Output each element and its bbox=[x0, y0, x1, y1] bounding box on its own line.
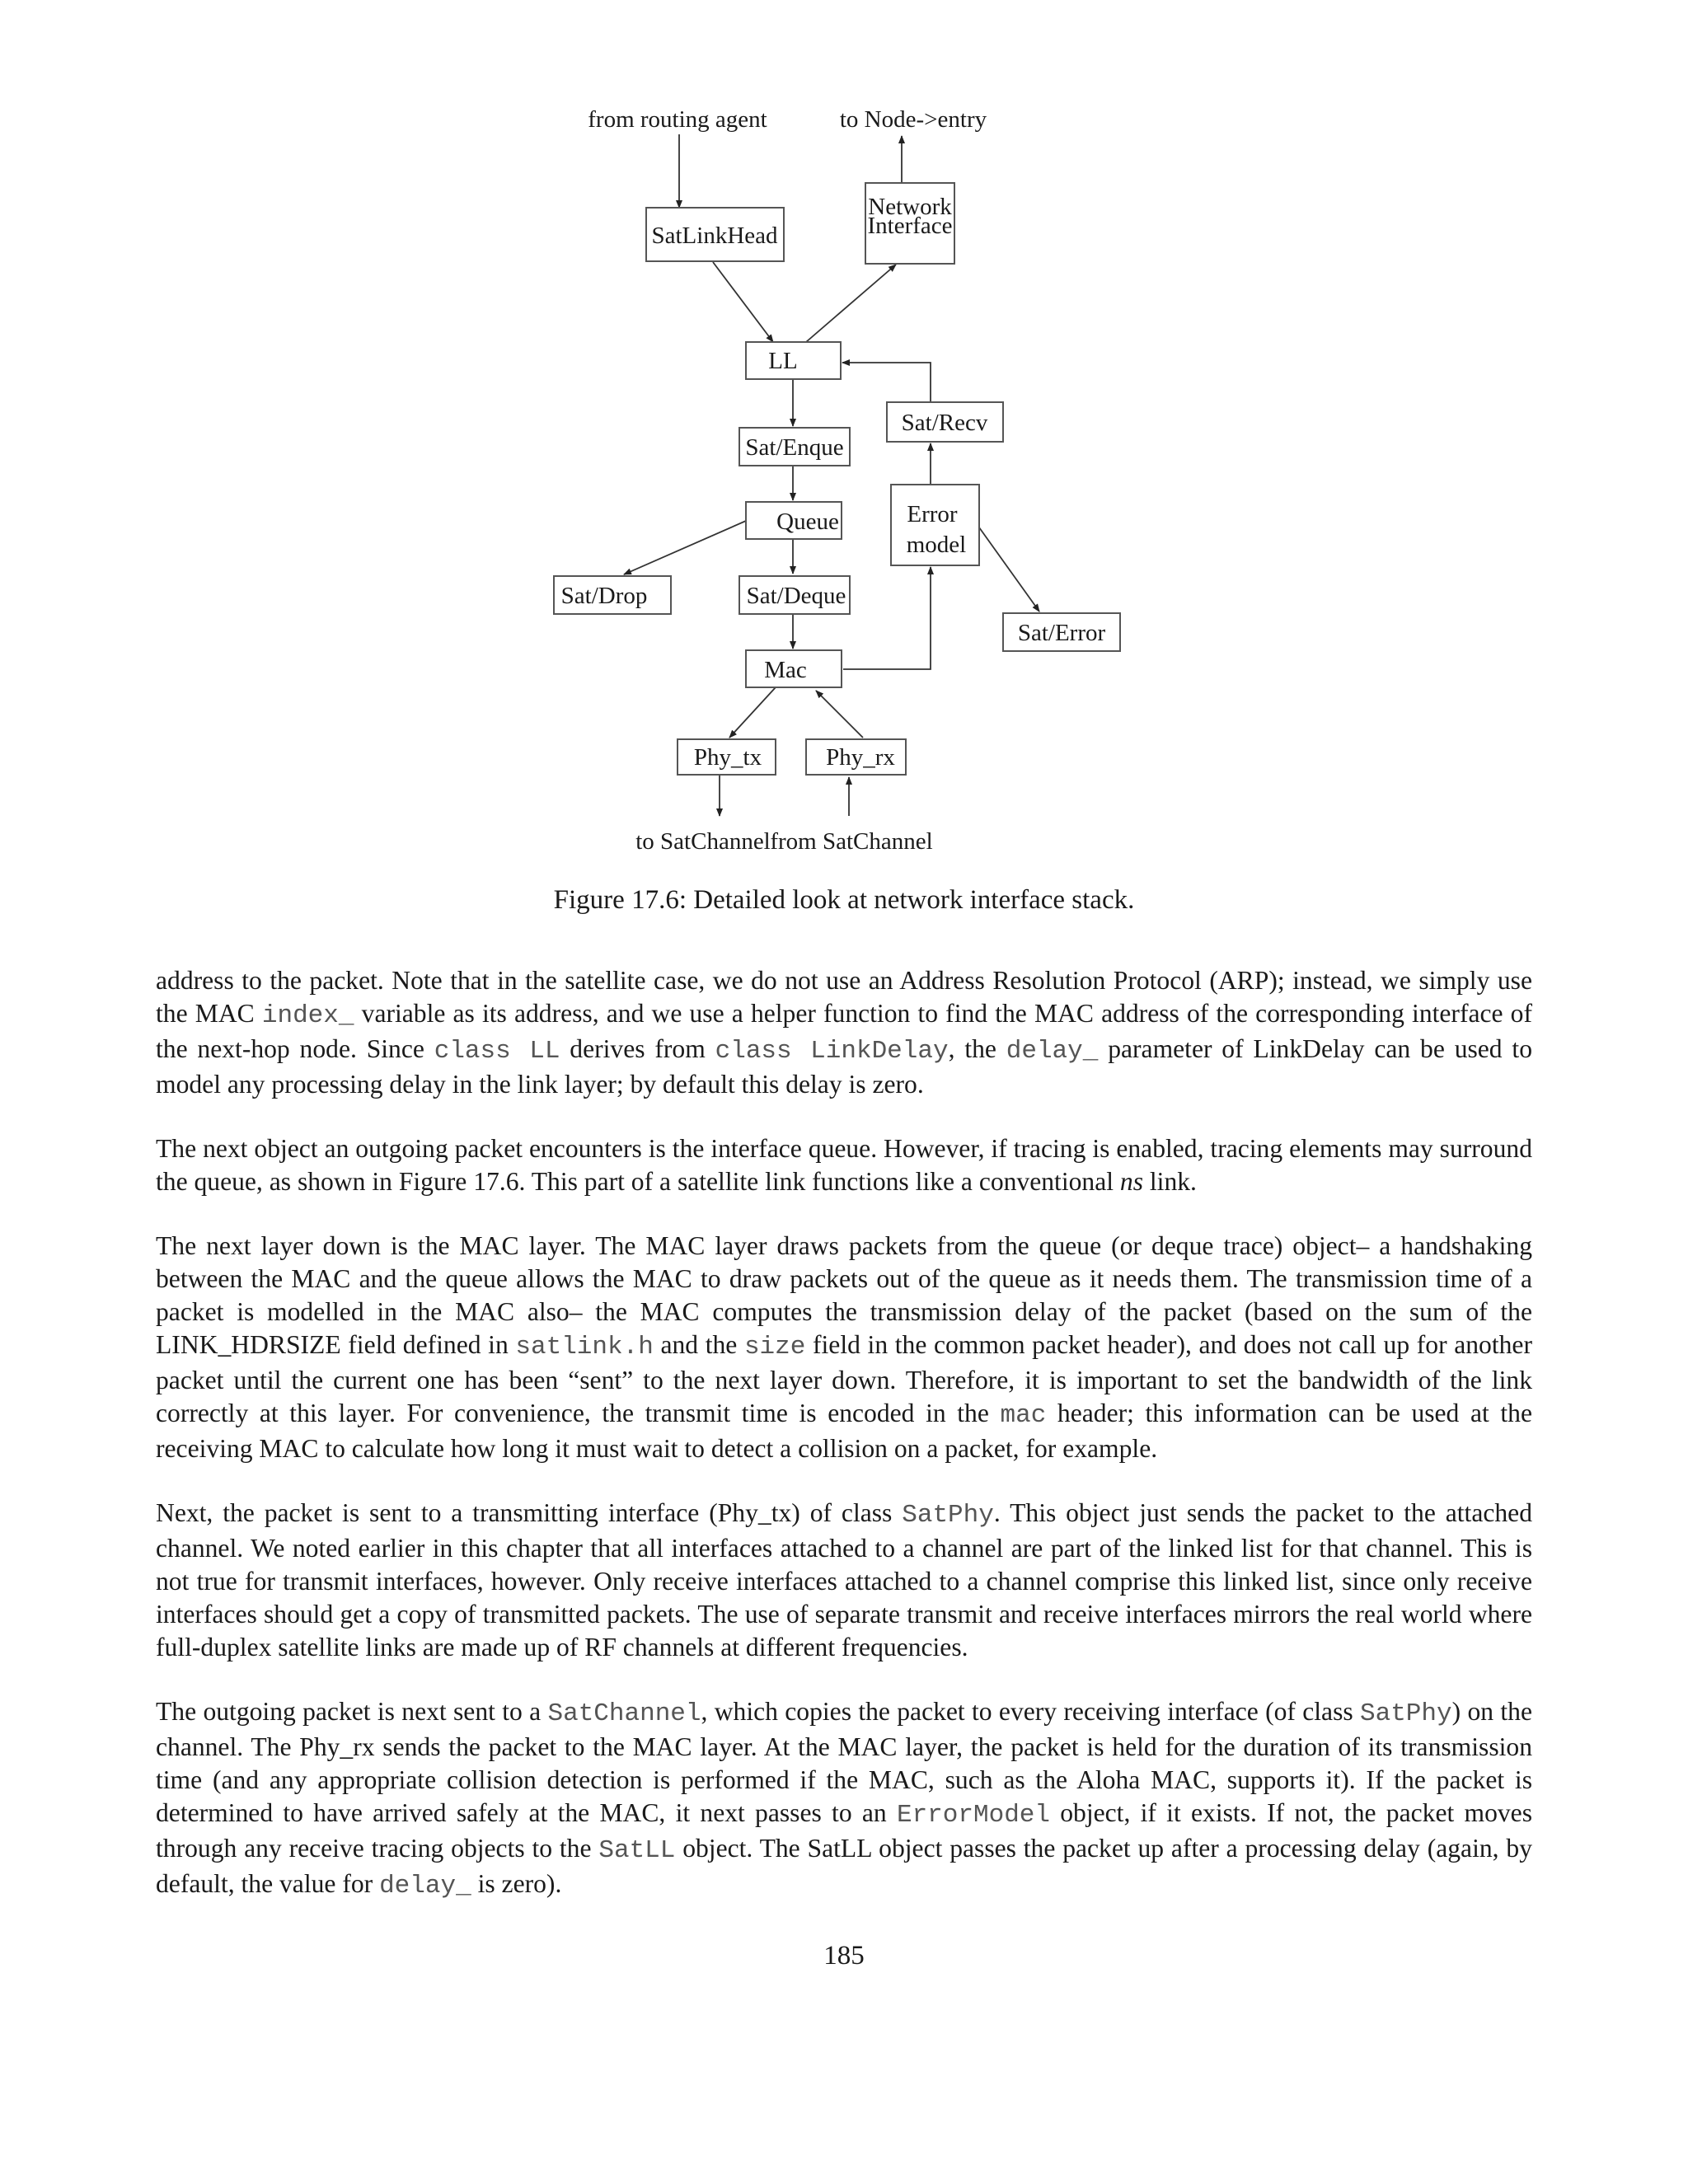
svg-text:Sat/Error: Sat/Error bbox=[1017, 620, 1106, 646]
body-text bbox=[156, 964, 1532, 1934]
text-run: The next layer down is the MAC layer. The MAC layer draws packets from the queue (or deque trace) object– a handshaking between the MAC and the queue allows the MAC to draw packets out of the queue as it needs them. The transmission time of a packet is modelled in the MAC also– the MAC computes the transmission delay of the packet (based on the sum of the LINK_HDRSIZE field defined in bbox=[156, 1231, 1532, 1359]
label-to-node-entry: to Node->entry bbox=[839, 106, 987, 133]
network-interface-stack-diagram bbox=[0, 0, 1688, 874]
box-ll bbox=[746, 342, 841, 379]
paragraph bbox=[156, 1695, 1532, 1903]
edge-satrecv-to-ll bbox=[842, 363, 931, 402]
text-run: header; this information can be used at the receiving MAC to calculate how long it must wait to detect a collision on a packet, for example. bbox=[156, 1399, 1532, 1463]
inline-code: SatLL bbox=[598, 1836, 676, 1865]
svg-text:Sat/Deque: Sat/Deque bbox=[746, 583, 846, 609]
svg-text:Phy_tx: Phy_tx bbox=[693, 744, 762, 771]
text-run: derives from bbox=[560, 1034, 715, 1063]
text-run: variable as its address, and we use a helper function to find the MAC address of the corresponding interface of the next-hop node. Since bbox=[156, 999, 1532, 1063]
svg-text:Network: Network bbox=[868, 194, 952, 220]
box-sat-drop bbox=[554, 576, 671, 614]
edge-mac-to-phytx bbox=[729, 687, 776, 738]
label-from-satchannel: from SatChannel bbox=[770, 828, 933, 855]
text-run: The next object an outgoing packet encounters is the interface queue. However, if tracing is enabled, tracing elements may surround the queue, as shown in Figure 17.6. This part of a satellite link functions like a conventional bbox=[156, 1134, 1532, 1196]
inline-code: delay_ bbox=[1006, 1037, 1099, 1066]
box-error-model bbox=[891, 485, 979, 565]
inline-code: size bbox=[743, 1333, 806, 1361]
inline-code: index_ bbox=[261, 1001, 354, 1030]
paragraph bbox=[156, 1132, 1532, 1198]
inline-code: SatPhy bbox=[902, 1501, 994, 1530]
svg-text:model: model bbox=[906, 532, 967, 558]
svg-text:LL: LL bbox=[768, 348, 798, 374]
edge-error-to-saterror bbox=[979, 527, 1039, 612]
inline-code: mac bbox=[1000, 1401, 1047, 1430]
inline-code: delay_ bbox=[379, 1872, 471, 1900]
svg-text:Sat/Recv: Sat/Recv bbox=[901, 410, 988, 436]
box-phy-tx bbox=[678, 739, 776, 775]
svg-text:Error: Error bbox=[907, 501, 958, 527]
box-sat-error bbox=[1003, 613, 1120, 651]
text-run: object, if it exists. If not, the packet moves through any receive tracing objects to the bbox=[156, 1798, 1532, 1863]
text-run: field in the common packet header), and does not call up for another packet until the current one has been “sent” to the next layer down. Therefore, it is important to set the bandwidth of the link correctly at this layer. For convenience, the transmit time is encoded in the bbox=[156, 1330, 1532, 1427]
figure-caption: Figure 17.6: Detailed look at network interface stack. bbox=[553, 885, 1135, 915]
svg-text:Sat/Drop: Sat/Drop bbox=[560, 583, 648, 609]
box-sat-deque bbox=[739, 576, 850, 614]
box-sat-enque bbox=[739, 428, 850, 466]
box-satlinkhead bbox=[646, 208, 784, 261]
svg-text:Phy_rx: Phy_rx bbox=[826, 744, 895, 771]
paragraph bbox=[156, 1497, 1532, 1664]
text-run: is zero). bbox=[471, 1869, 562, 1898]
inline-code: satlink.h bbox=[515, 1333, 654, 1361]
text-run: and the bbox=[653, 1330, 744, 1359]
label-to-satchannel: to SatChannel bbox=[635, 828, 771, 855]
text-run: , the bbox=[948, 1034, 1006, 1063]
box-mac bbox=[746, 650, 842, 687]
paragraph bbox=[156, 1230, 1532, 1465]
text-run: address to the packet. Note that in the satellite case, we do not use an Address Resolution Protocol (ARP); instead, we simply use the MAC bbox=[156, 966, 1532, 1028]
emphasis: ns bbox=[1119, 1167, 1143, 1196]
text-run: link. bbox=[1143, 1167, 1197, 1196]
inline-code: class LinkDelay bbox=[715, 1037, 949, 1066]
box-phy-rx bbox=[806, 739, 906, 775]
edge-satlinkhead-to-ll bbox=[713, 262, 773, 342]
edge-phyrx-to-mac bbox=[816, 691, 863, 738]
svg-text:Mac: Mac bbox=[764, 657, 807, 683]
page-number: 185 bbox=[823, 1941, 865, 1971]
box-queue bbox=[746, 502, 842, 539]
text-run: ) on the channel. The Phy_rx sends the packet to the MAC layer. At the MAC layer, the packet is held for the duration of its transmission time (and any appropriate collision detection is performed if the MAC, such as the Aloha MAC, supports it). If the packet is determined to have arrived safely at the MAC, it next passes to an bbox=[156, 1697, 1532, 1827]
inline-code: class LL bbox=[434, 1037, 560, 1066]
edge-queue-to-satdrop bbox=[624, 521, 746, 574]
inline-code: SatChannel bbox=[547, 1699, 701, 1728]
label-from-routing-agent: from routing agent bbox=[588, 106, 767, 133]
paragraph bbox=[156, 964, 1532, 1101]
edge-ll-to-netif bbox=[806, 265, 896, 342]
svg-text:SatLinkHead: SatLinkHead bbox=[651, 223, 778, 249]
inline-code: ErrorModel bbox=[896, 1801, 1050, 1830]
text-run: The outgoing packet is next sent to a bbox=[156, 1697, 548, 1726]
text-run: , which copies the packet to every receiving interface (of class bbox=[701, 1697, 1360, 1726]
text-run: . This object just sends the packet to the attached channel. We noted earlier in this chapter that all interfaces attached to a channel are part of the linked list for that channel. This is not true for transmit interfaces, however. Only receive interfaces attached to a channel comprise this linked list, since only receive interfaces should get a copy of transmitted packets. The use of separate transmit and receive interfaces mirrors the real world where full-duplex satellite links are made up of RF channels at different frequencies. bbox=[156, 1498, 1532, 1661]
svg-text:Interface: Interface bbox=[867, 213, 953, 239]
edge-mac-to-error bbox=[843, 567, 931, 669]
box-network-interface bbox=[865, 183, 954, 264]
inline-code: SatPhy bbox=[1360, 1699, 1452, 1728]
text-run: object. The SatLL object passes the packet up after a processing delay (again, by default, the value for bbox=[156, 1834, 1532, 1898]
text-run: Next, the packet is sent to a transmitting interface (Phy_tx) of class bbox=[156, 1498, 903, 1527]
text-run: parameter of LinkDelay can be used to model any processing delay in the link layer; by default this delay is zero. bbox=[156, 1034, 1533, 1099]
svg-text:Sat/Enque: Sat/Enque bbox=[745, 434, 844, 461]
box-sat-recv bbox=[887, 402, 1003, 442]
svg-text:Queue: Queue bbox=[776, 509, 839, 535]
